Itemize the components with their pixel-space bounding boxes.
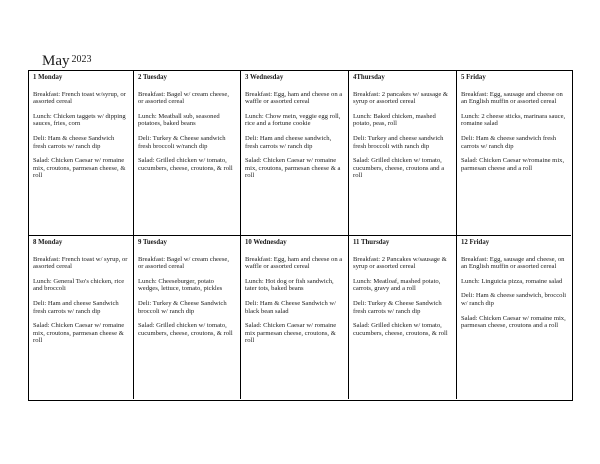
lunch-item: Lunch: Cheeseburger, potato wedges, lettuce, tomato, pickles	[138, 277, 223, 293]
breakfast-item: Breakfast: French toast w/syrup, or assorted cereal	[33, 90, 126, 106]
month-label: May	[42, 53, 70, 69]
breakfast-item: Breakfast: Egg, sausage and cheese, on an English muffin or assorted cereal	[461, 255, 565, 271]
breakfast-item: Breakfast: Egg, sausage and cheese on an English muffin or assorted cereal	[461, 90, 563, 106]
lunch-item: Lunch: Meatball sub, seasoned potatoes, baked beans	[138, 112, 220, 128]
breakfast-item: Breakfast: Bagel w/ cream cheese, or assorted cereal	[138, 90, 229, 106]
day-header: 5 Friday	[461, 74, 486, 81]
day-cell	[349, 236, 457, 399]
day-header: 8 Monday	[33, 239, 63, 246]
day-cell	[29, 71, 134, 236]
lunch-item: Lunch: General Tso's chicken, rice and broccoli	[33, 277, 125, 293]
salad-item: Salad: Chicken Caesar w/ romaine mix, croutons, parmesan cheese & roll	[33, 322, 125, 345]
day-header: 3 Wednesday	[245, 74, 284, 81]
breakfast-item: Breakfast: French toast w/ syrup, or assorted cereal	[33, 255, 128, 271]
day-header: 9 Tuesday	[138, 239, 167, 246]
lunch-item: Lunch: Meatloaf, mashed potato, carrots, gravy and a roll	[353, 277, 441, 293]
deli-item: Deli: Turkey & Cheese Sandwich fresh carrots w/ ranch dip	[353, 299, 442, 315]
deli-item: Deli: Ham & cheese sandwich fresh carrots w/ ranch dip	[461, 134, 557, 150]
breakfast-item: Breakfast: Bagel w/ cream cheese, or assorted cereal	[138, 255, 229, 271]
deli-item: Deli: Ham and cheese sandwich, fresh carrots w/ ranch dip	[245, 134, 332, 150]
day-cell	[457, 236, 571, 399]
day-cell	[241, 236, 349, 399]
day-cell	[349, 71, 457, 236]
deli-item: Deli: Turkey & Cheese sandwich fresh broccoli w/ranch dip	[138, 134, 226, 150]
deli-item: Deli: Ham & Cheese Sandwich w/ black bean salad	[245, 299, 337, 315]
day-header: 2 Tuesday	[138, 74, 167, 81]
salad-item: Salad: Grilled chicken w/ tomato, cucumbers, cheese, croutons, & roll	[138, 157, 233, 172]
day-cell	[457, 71, 571, 236]
salad-item: Salad: Grilled chicken w/ tomato, cucumbers, cheese, croutons, & roll	[353, 322, 448, 337]
lunch-item: Lunch: Linguicia pizza, romaine salad	[461, 277, 563, 285]
day-cell	[241, 71, 349, 236]
day-cell	[134, 236, 241, 399]
day-cell	[29, 236, 134, 399]
lunch-item: Lunch: Baked chicken, mashed potato, peas, roll	[353, 112, 436, 128]
breakfast-item: Breakfast: Egg, ham and cheese on a waffle or assorted cereal	[245, 255, 343, 271]
day-header: 4Thursday	[353, 74, 385, 81]
menu-calendar-grid	[28, 70, 573, 401]
salad-item: Salad: Grilled chicken w/ tomato, cucumbers, cheese, croutons, & roll	[138, 322, 233, 337]
day-header: 11 Thursday	[353, 239, 390, 246]
breakfast-item: Breakfast: 2 Pancakes w/sausage & syrup or assorted cereal	[353, 255, 447, 271]
breakfast-item: Breakfast: 2 pancakes w/ sausage & syrup or assorted cereal	[353, 90, 449, 106]
salad-item: Salad: Grilled chicken w/ tomato, cucumbers, cheese, croutons and a roll	[353, 157, 445, 180]
lunch-item: Lunch: Chow mein, veggie egg roll, rice and a fortune cookie	[245, 112, 341, 128]
salad-item: Salad: Chicken Caesar w/ romaine mix, croutons, parmesan cheese & a roll	[245, 157, 341, 180]
lunch-item: Lunch: 2 cheese sticks, marinara sauce, romaine salad	[461, 112, 566, 128]
deli-item: Deli: Turkey & Cheese Sandwich broccoli w/ ranch dip	[138, 299, 227, 315]
day-header: 1 Monday	[33, 74, 63, 81]
salad-item: Salad: Chicken Caesar w/ romaine mix parmesan cheese, croutons, & roll	[245, 322, 337, 345]
day-header: 10 Wednesday	[245, 239, 287, 246]
breakfast-item: Breakfast: Egg, ham and cheese on a waffle or assorted cereal	[245, 90, 343, 106]
lunch-item: Lunch: Hot dog or fish sandwich, tater tots, baked beans	[245, 277, 334, 293]
salad-item: Salad: Chicken Caesar w/ romaine mix, croutons, parmesan cheese, & roll	[33, 157, 126, 180]
calendar-title	[42, 54, 92, 70]
salad-item: Salad: Chicken Caesar w/romaine mix, parmesan cheese and a roll	[461, 157, 565, 172]
deli-item: Deli: Ham and cheese Sandwich fresh carrots w/ ranch dip	[33, 299, 119, 315]
salad-item: Salad: Chicken Caesar w/ romaine mix, parmesan cheese, croutons and a roll	[461, 314, 566, 330]
day-header: 12 Friday	[461, 239, 490, 246]
deli-item: Deli: Ham & cheese Sandwich fresh carrots w/ ranch dip	[33, 134, 115, 150]
deli-item: Deli: Turkey and cheese sandwich fresh broccoli with ranch dip	[353, 134, 444, 150]
day-cell	[134, 71, 241, 236]
year-label: 2023	[71, 54, 92, 65]
lunch-item: Lunch: Chicken taggets w/ dipping sauces, fries, corn	[33, 112, 126, 128]
deli-item: Deli: Ham & cheese sandwich, broccoli w/ ranch dip	[461, 292, 567, 307]
